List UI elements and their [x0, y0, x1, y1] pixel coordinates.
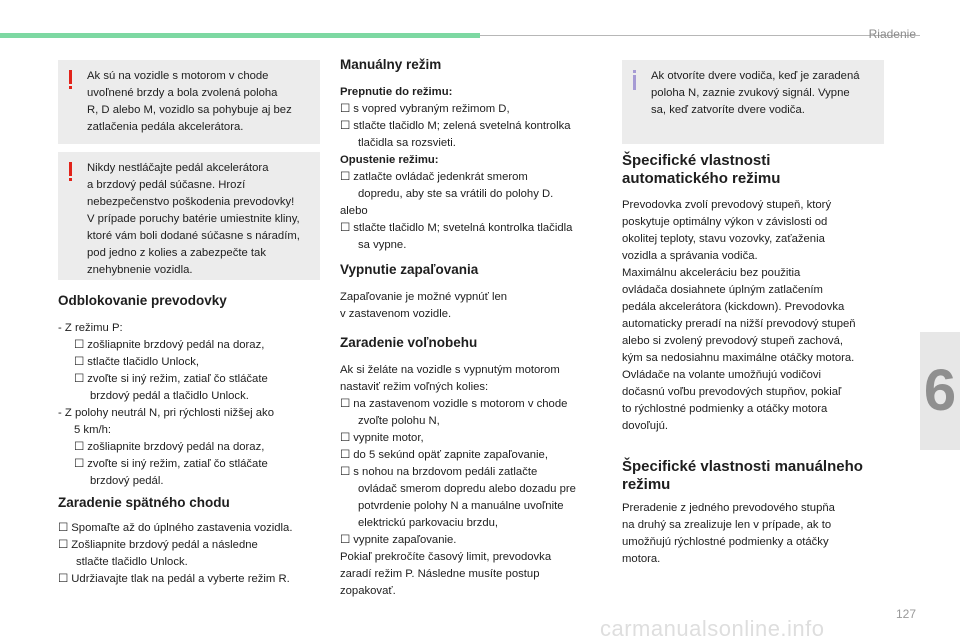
neutral-steps: Ak si želáte na vozidle s vypnutým motorom nastaviť režim voľných kolies: ☐ na zastavenom vozidle s motorom v chode zvoľte polohu N, ☐ vypnite motor, ☐ do 5 sekúnd opäť zapnite zapaľovanie, ☐ s nohou na brzdovom pedáli zatlačte ovládač smerom dopredu alebo dozadu pre potvrdenie polohy N a manuálne uvoľnite elektrickú parkovaciu brzdu, ☐ vypnite zapaľovanie. Pokiaľ prekročíte časový limit, prevodovka zaradí režim P. Následne musíte postup zopakovať. [340, 364, 576, 597]
warning-icon [68, 70, 73, 90]
warning-text: Nikdy nestláčajte pedál akcelerátora a brzdový pedál súčasne. Hrozí nebezpečenstvo poškodenia prevodovky! V prípade poruchy batérie umiestnite kliny, ktoré vám boli dodané súčasne s náradím, pod jedno z kolies a zabezpečte tak znehybnenie vozidla. [87, 162, 300, 276]
manual-mode-steps: Prepnutie do režimu: ☐ s vopred vybraným režimom D, ☐ stlačte tlačidlo M; zelená svetelná kontrolka tlačidla sa rozsvieti. Opustenie režimu: ☐ zatlačte ovládač jedenkrát smerom dopredu, aby ste sa vrátili do polohy D. alebo ☐ stlačte tlačidlo M; svetelná kontrolka tlačidla sa vypne. [340, 86, 573, 251]
heading-reverse: Zaradenie spätného chodu [58, 495, 230, 510]
heading-manual-specifics: Špecifické vlastnosti manuálneho režimu [622, 458, 863, 493]
watermark: carmanualsonline.info [600, 616, 825, 641]
header-accent-bar [0, 33, 480, 38]
warning-text: Ak sú na vozidle s motorom v chode uvoľnené brzdy a bola zvolená poloha R, D alebo M, vozidlo sa pohybuje aj bez zatlačenia pedála akcelerátora. [87, 70, 292, 133]
chapter-number: 6 [923, 358, 957, 423]
heading-manual-mode: Manuálny režim [340, 57, 442, 72]
ignition-text: Zapaľovanie je možné vypnúť len v zastavenom vozidle. [340, 291, 508, 320]
section-title: Riadenie [868, 27, 916, 41]
chapter-tab [920, 332, 960, 450]
warning-box-brakes [58, 60, 320, 144]
info-text: Ak otvoríte dvere vodiča, keď je zaradená poloha N, zaznie zvukový signál. Vypne sa, keď zatvoríte dvere vodiča. [651, 70, 860, 116]
header-rule [480, 35, 920, 36]
reverse-steps: ☐ Spomaľte až do úplného zastavenia vozidla. ☐ Zošliapnite brzdový pedál a následne stlačte tlačidlo Unlock. ☐ Udržiavajte tlak na pedál a vyberte režim R. [58, 522, 293, 585]
warning-box-pedals [58, 152, 320, 280]
unlock-steps: - Z režimu P: ☐ zošliapnite brzdový pedál na doraz, ☐ stlačte tlačidlo Unlock, ☐ zvoľte si iný režim, zatiaľ čo stláčate brzdový pedál a tlačidlo Unlock. - Z polohy neutrál N, pri rýchlosti nižšej ako 5 km/h: ☐ zošliapnite brzdový pedál na doraz, ☐ zvoľte si iný režim, zatiaľ čo stláčate brzdový pedál. [58, 322, 274, 487]
heading-ignition: Vypnutie zapaľovania [340, 262, 479, 277]
info-icon [632, 70, 637, 90]
heading-unlock: Odblokovanie prevodovky [58, 293, 227, 308]
heading-neutral: Zaradenie voľnobehu [340, 335, 478, 350]
manual-specifics-text: Preradenie z jedného prevodového stupňa na druhý sa zrealizuje len v prípade, ak to umožňujú rýchlostné podmienky a otáčky motora. [622, 502, 835, 565]
page-number: 127 [895, 607, 916, 621]
info-box-door [622, 60, 884, 144]
warning-icon [68, 162, 73, 182]
heading-auto-mode: Špecifické vlastnosti automatického režimu [622, 152, 781, 187]
auto-mode-text: Prevodovka zvolí prevodový stupeň, ktorý poskytuje optimálny výkon v závislosti od okolitej teploty, stavu vozovky, zaťaženia vozidla a správania vodiča. Maximálnu akceleráciu bez použitia ovládača dosiahnete úplným zatlačením pedála akcelerátora (kickdown). Prevodovka automaticky preradí na nižší prevodový stupeň alebo si zvolený prevodový stupeň zachová, kým sa nedosiahnu maximálne otáčky motora. Ovládače na volante umožňujú vodičovi dočasnú voľbu prevodových stupňov, pokiaľ to rýchlostné podmienky a otáčky motora dovoľujú. [622, 199, 856, 432]
